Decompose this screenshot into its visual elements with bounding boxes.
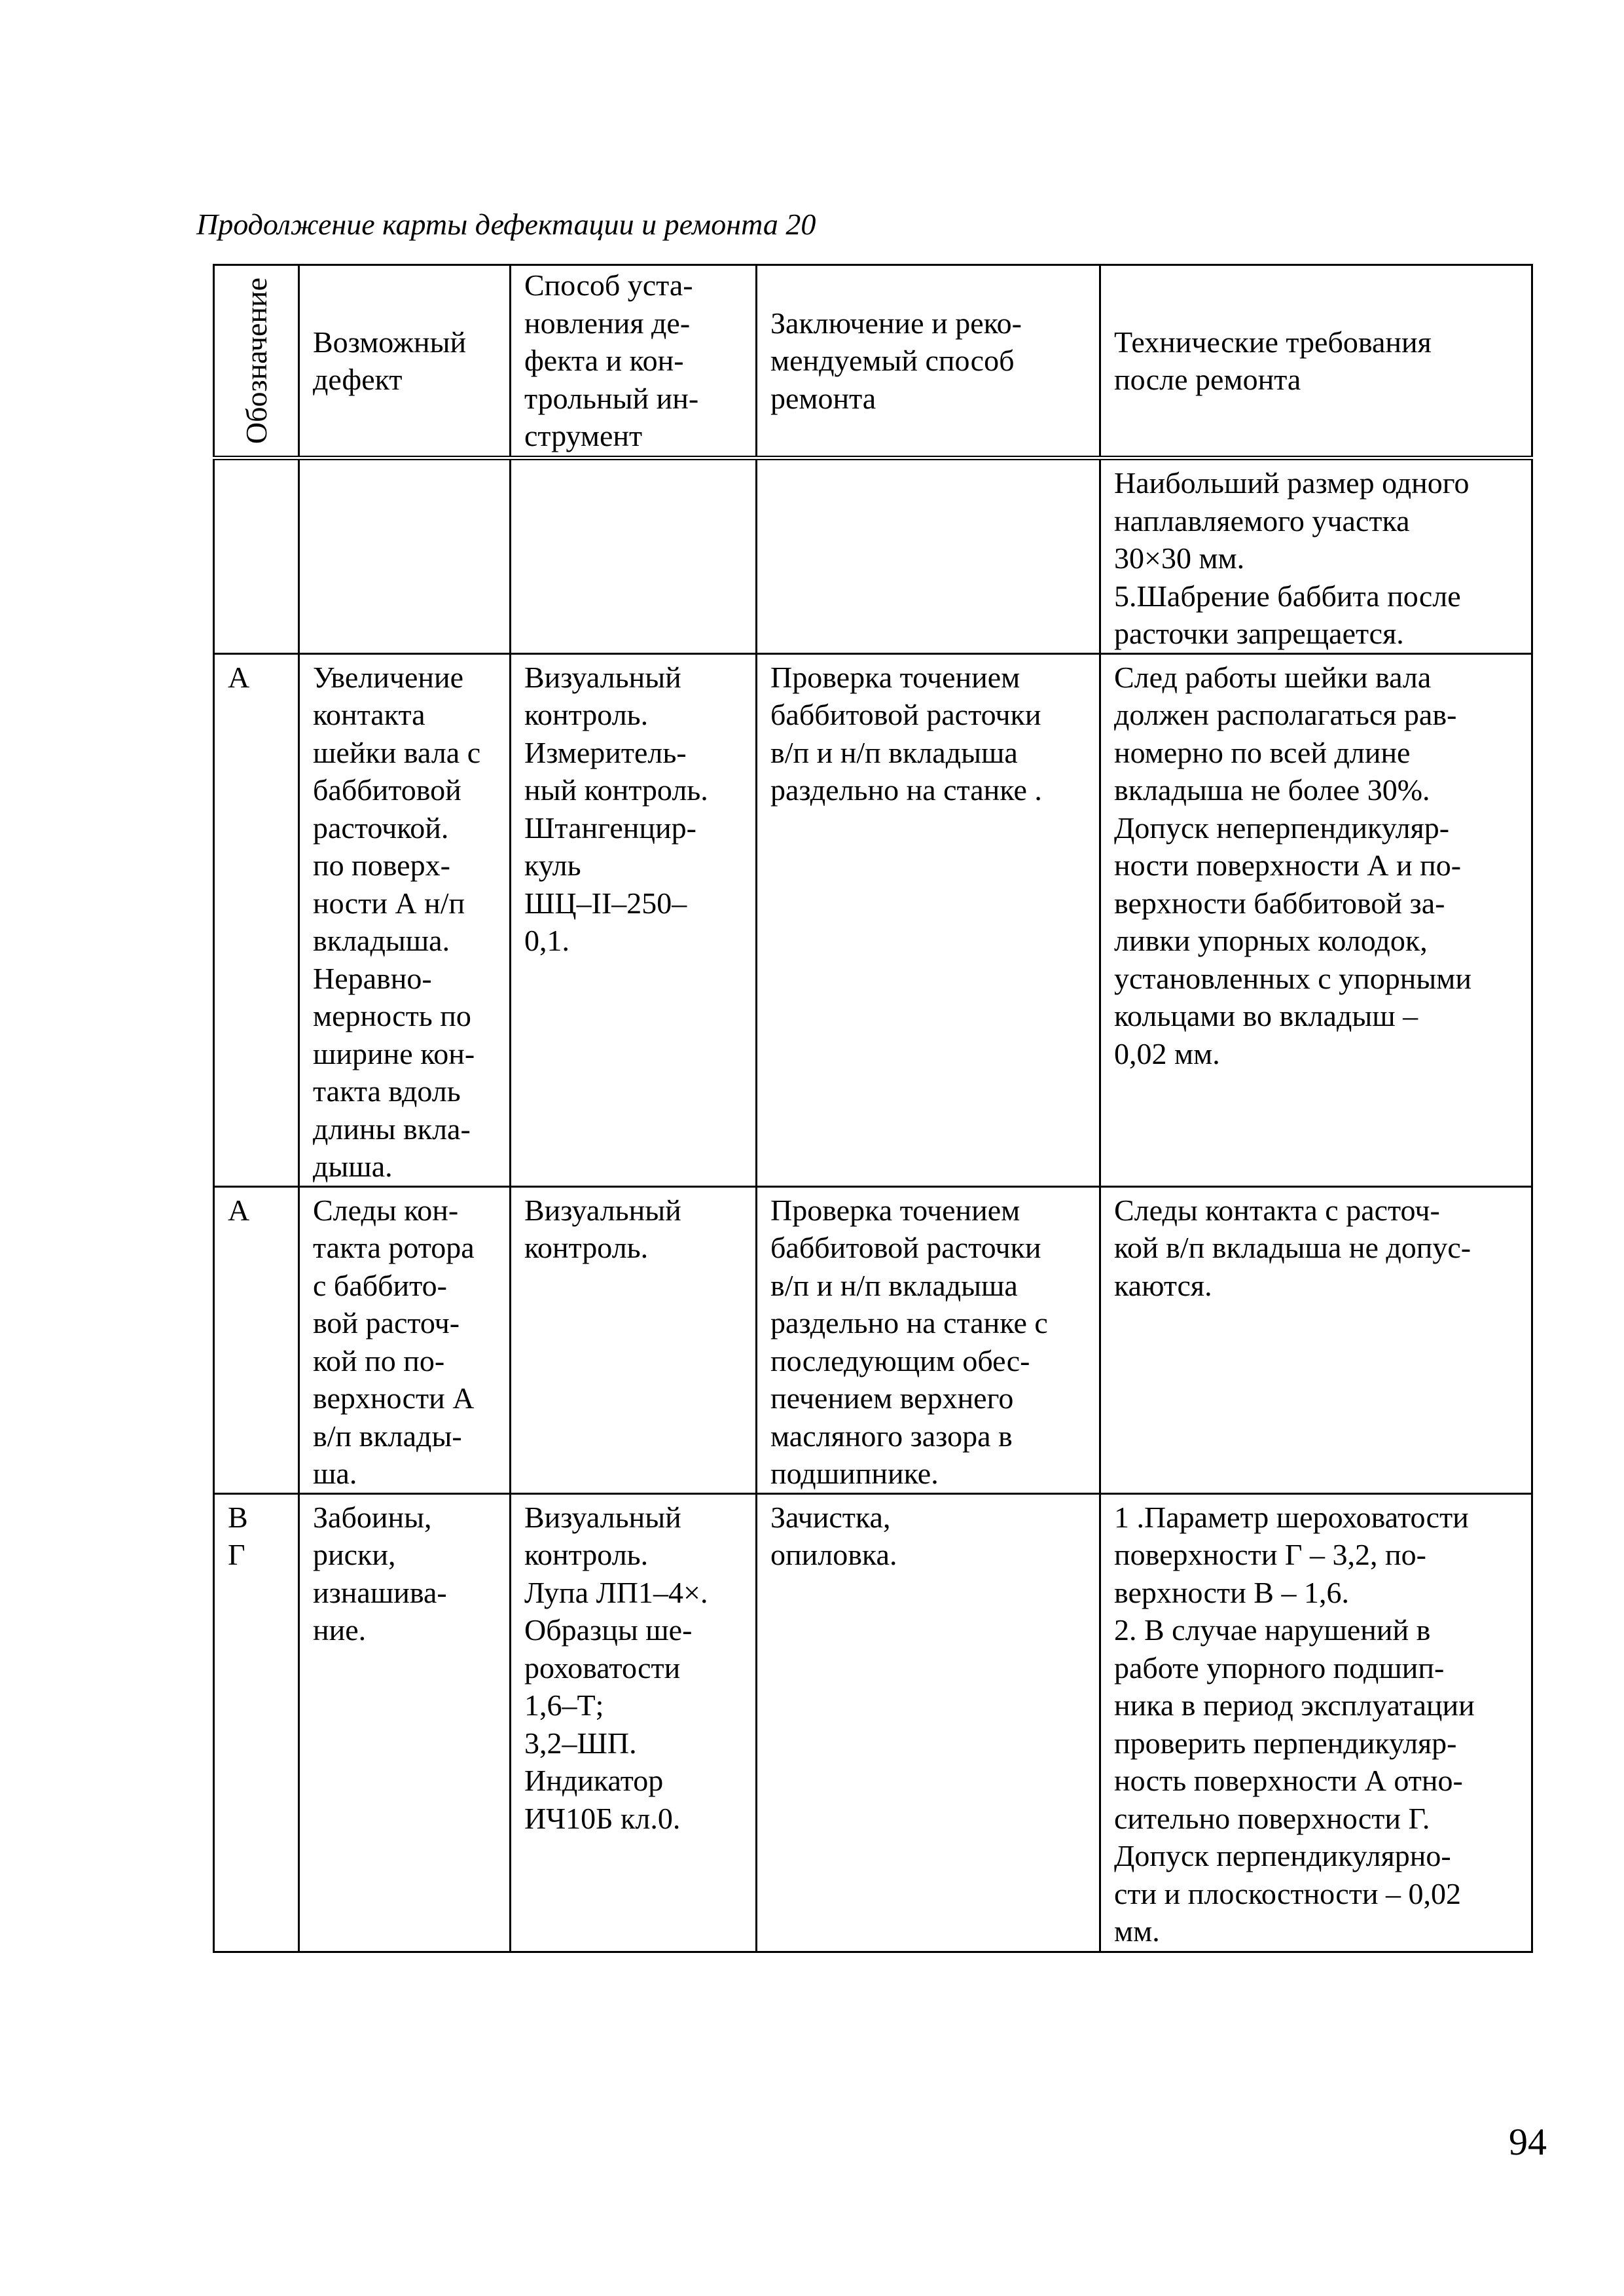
- table-header-row: [214, 265, 1532, 458]
- header-requirements: Технические требования после ремонта: [1100, 265, 1532, 458]
- cell-designation: А: [214, 653, 299, 1186]
- cell-defect: Следы кон- такта ротора с баббито- вой расточ- кой по по- верхности А в/п вклады- ша.: [299, 1186, 511, 1493]
- cell-requirements: Следы контакта с расточ- кой в/п вкладыша не допус- каются.: [1100, 1186, 1532, 1493]
- cell-requirements: Наибольший размер одного наплавляемого участка 30×30 мм. 5.Шабрение баббита после расточки запрещается.: [1100, 458, 1532, 654]
- cell-method: Визуальный контроль.: [511, 1186, 757, 1493]
- cell-defect: Забоины, риски, изнашива- ние.: [299, 1493, 511, 1952]
- table-caption: Продолжение карты дефектации и ремонта 20: [196, 208, 816, 241]
- cell-defect: Увеличение контакта шейки вала с баббитовой расточкой. по поверх- ности А н/п вкладыша. Неравно- мерность по ширине кон- такта вдоль длины вкла- дыша.: [299, 653, 511, 1186]
- cell-designation: [214, 458, 299, 654]
- cell-conclusion: Проверка точением баббитовой расточки в/п и н/п вкладыша раздельно на станке .: [757, 653, 1100, 1186]
- page-number: 94: [1509, 2121, 1547, 2163]
- cell-defect: [299, 458, 511, 654]
- table-row: [214, 653, 1532, 1186]
- cell-conclusion: [757, 458, 1100, 654]
- defect-table: [213, 264, 1533, 1953]
- cell-requirements: След работы шейки вала должен располагаться рав- номерно по всей длине вкладыша не более 30%. Допуск неперпендикуляр- ности поверхности А и по- верхности баббитовой за- ливки упорных колодок, установленных с упорными кольцами во вкладыш – 0,02 мм.: [1100, 653, 1532, 1186]
- table-row: [214, 458, 1532, 654]
- cell-conclusion: Проверка точением баббитовой расточки в/п и н/п вкладыша раздельно на станке с последующим обес- печением верхнего масляного зазора в подшипнике.: [757, 1186, 1100, 1493]
- table-row: [214, 1186, 1532, 1493]
- header-method: Способ уста- новления де- фекта и кон- трольный ин- струмент: [511, 265, 757, 458]
- cell-requirements: 1 .Параметр шероховатости поверхности Г – 3,2, по- верхности В – 1,6. 2. В случае нарушений в работе упорного подшип- ника в период эксплуатации проверить перпендикуляр- ность поверхности А отно- сительно поверхности Г. Допуск перпендикулярно- сти и плоскостности – 0,02 мм.: [1100, 1493, 1532, 1952]
- cell-conclusion: Зачистка, опиловка.: [757, 1493, 1100, 1952]
- cell-designation: А: [214, 1186, 299, 1493]
- table-row: [214, 1493, 1532, 1952]
- header-designation: [214, 265, 299, 458]
- cell-method: Визуальный контроль. Лупа ЛП1–4×. Образцы ше- роховатости 1,6–Т; 3,2–ШП. Индикатор ИЧ10Б кл.0.: [511, 1493, 757, 1952]
- cell-method: Визуальный контроль. Измеритель- ный контроль. Штангенцир- куль ШЦ–II–250– 0,1.: [511, 653, 757, 1186]
- cell-method: [511, 458, 757, 654]
- cell-designation: В Г: [214, 1493, 299, 1952]
- header-conclusion: Заключение и реко- мендуемый способ ремонта: [757, 265, 1100, 458]
- header-defect: Возможный дефект: [299, 265, 511, 458]
- header-designation-label: Обозначение: [239, 277, 273, 445]
